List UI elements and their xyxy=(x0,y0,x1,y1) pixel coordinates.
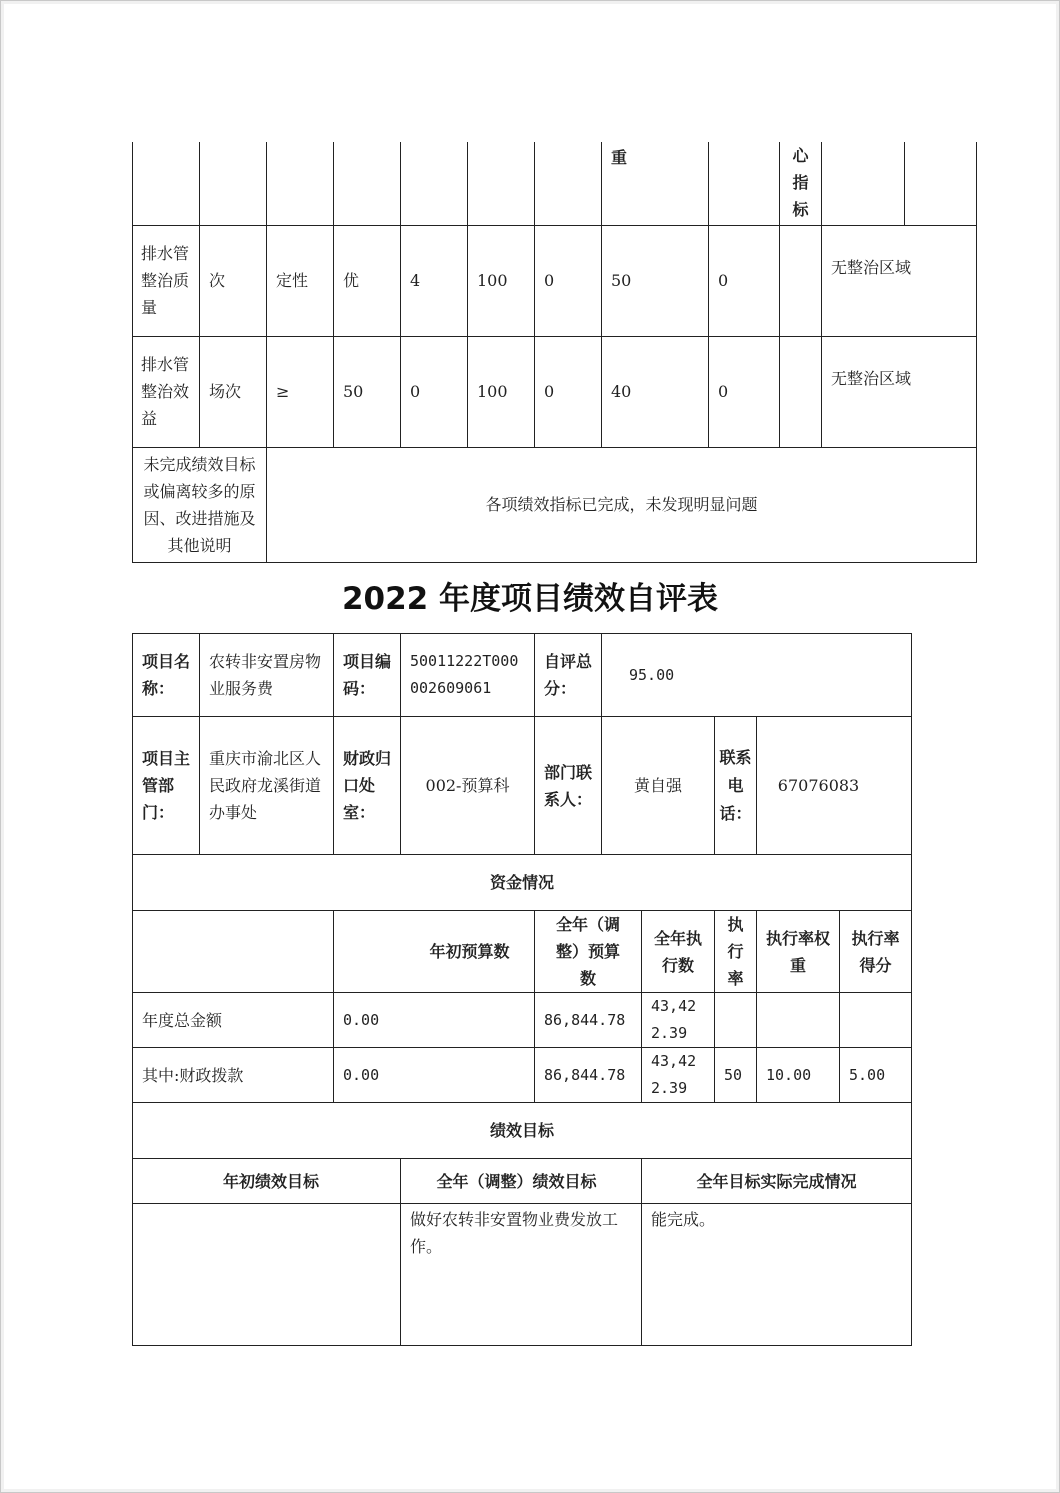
indicator-nature: ≥ xyxy=(267,336,334,447)
project-info-row xyxy=(133,634,912,717)
goals-section-title: 绩效目标 xyxy=(133,1103,912,1159)
executed-header: 全年执行数 xyxy=(642,911,715,993)
initial-budget-header: 年初预算数 xyxy=(334,911,535,993)
indicator-nature: 定性 xyxy=(267,225,334,336)
goals-section-header xyxy=(133,1103,912,1159)
indicator-unit: 次 xyxy=(200,225,267,336)
project-code-label: 项目编码： xyxy=(334,634,401,717)
funding-row-label: 其中:财政拨款 xyxy=(133,1048,334,1103)
core-indicator-header-fragment: 心 指 标 xyxy=(780,142,822,225)
initial-goal-header: 年初绩效目标 xyxy=(133,1159,401,1204)
funding-section-title: 资金情况 xyxy=(133,855,912,911)
indicator-target: 优 xyxy=(334,225,401,336)
project-name-label: 项目名称： xyxy=(133,634,200,717)
rate-header: 执行率 xyxy=(715,911,757,993)
initial-goal-text xyxy=(133,1204,401,1346)
indicator-score: 0 xyxy=(709,336,780,447)
contact-label: 部门联系人： xyxy=(535,717,602,855)
funding-row-label: 年度总金额 xyxy=(133,993,334,1048)
goals-header-row xyxy=(133,1159,912,1204)
indicator-weight: 50 xyxy=(602,225,709,336)
project-name-value: 农转非安置房物业服务费 xyxy=(200,634,334,717)
table-row: 年度总金额 0.00 86,844.78 43,422.39 xyxy=(133,993,912,1048)
adjusted-goal-header: 全年（调整）绩效目标 xyxy=(401,1159,642,1204)
phone-value: 67076083 xyxy=(757,717,912,855)
table-row: 排水管整治质量 次 定性 优 4 100 0 50 0 无整治区域 xyxy=(133,225,977,336)
funding-section-header xyxy=(133,855,912,911)
explanation-text: 各项绩效指标已完成，未发现明显问题 xyxy=(267,447,977,562)
total-score-value: 95.00 xyxy=(602,634,912,717)
explanation-label: 未完成绩效目标或偏离较多的原因、改进措施及其他说明 xyxy=(133,447,267,562)
rate-score-header: 执行率得分 xyxy=(840,911,912,993)
finance-office-label: 财政归口处室： xyxy=(334,717,401,855)
explanation-row xyxy=(133,447,977,562)
page-title: 2022 年度项目绩效自评表 xyxy=(341,581,719,617)
department-info-row xyxy=(133,717,912,855)
indicator-weight: 40 xyxy=(602,336,709,447)
adjusted-budget-header: 全年（调整）预算数 xyxy=(535,911,642,993)
contact-value: 黄自强 xyxy=(602,717,715,855)
indicator-target: 50 xyxy=(334,336,401,447)
finance-office-value: 002-预算科 xyxy=(401,717,535,855)
indicator-unit: 场次 xyxy=(200,336,267,447)
table-row: 其中:财政拨款 0.00 86,844.78 43,422.39 50 10.00 5.00 xyxy=(133,1048,912,1103)
funding-header-row xyxy=(133,911,912,993)
table-header-continuation xyxy=(133,142,977,225)
department-value: 重庆市渝北区人民政府龙溪街道办事处 xyxy=(200,717,334,855)
indicator-reason: 无整治区域 xyxy=(822,336,977,447)
performance-indicator-table xyxy=(132,142,977,563)
weight-header-fragment: 重 xyxy=(602,142,709,225)
department-label: 项目主管部门： xyxy=(133,717,200,855)
indicator-score: 0 xyxy=(709,225,780,336)
total-score-label: 自评总分： xyxy=(535,634,602,717)
adjusted-goal-text: 做好农转非安置物业费发放工作。 xyxy=(401,1204,642,1346)
indicator-reason: 无整治区域 xyxy=(822,225,977,336)
rate-weight-header: 执行率权重 xyxy=(757,911,840,993)
project-code-value: 50011222T000002609061 xyxy=(401,634,535,717)
phone-label: 联系电话： xyxy=(715,717,757,855)
table-row: 排水管整治效益 场次 ≥ 50 0 100 0 40 0 无整治区域 xyxy=(133,336,977,447)
indicator-name: 排水管整治效益 xyxy=(133,336,200,447)
self-evaluation-table xyxy=(132,633,912,1346)
goals-content-row xyxy=(133,1204,912,1346)
actual-goal-header: 全年目标实际完成情况 xyxy=(642,1159,912,1204)
indicator-name: 排水管整治质量 xyxy=(133,225,200,336)
actual-goal-text: 能完成。 xyxy=(642,1204,912,1346)
